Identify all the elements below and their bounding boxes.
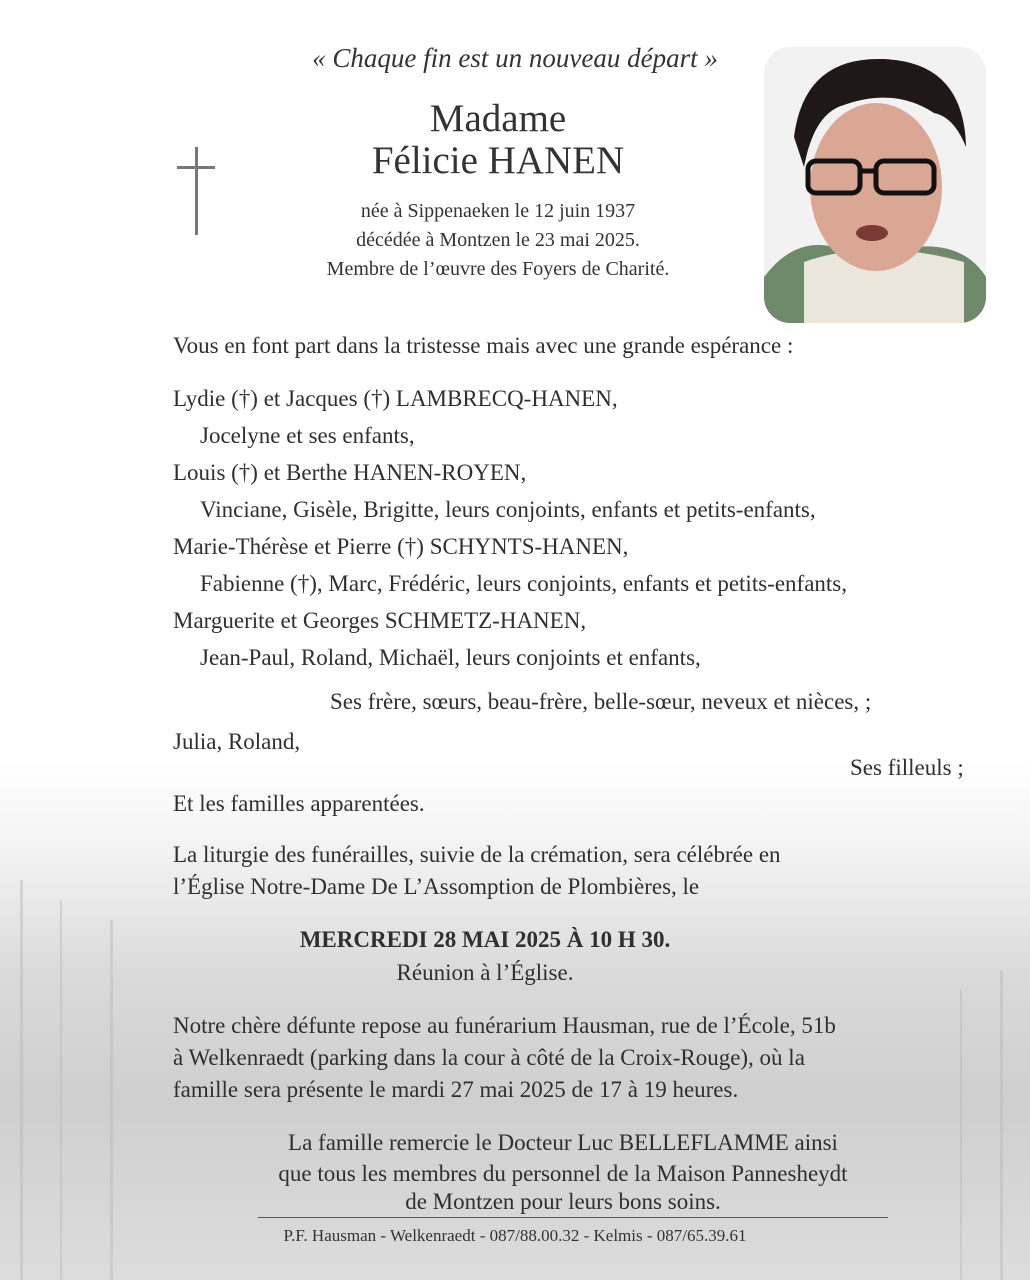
honorific: Madame [429,97,567,140]
family-line: Louis (†) et Berthe HANEN-ROYEN, [173,460,527,485]
meeting-line: Réunion à l’Église. [396,960,574,985]
birth-line: née à Sippenaeken le 12 juin 1937 [360,200,636,222]
visitation-line: à Welkenraedt (parking dans la cour à côté de la Croix-Rouge), où la [173,1045,805,1070]
quote: « Chaque fin est un nouveau départ » [312,43,718,73]
background-tree [60,900,62,1280]
thanks-line: de Montzen pour leurs bons soins. [405,1189,721,1214]
intro-line: Vous en font part dans la tristesse mais avec une grande espérance : [173,333,794,358]
death-line: décédée à Montzen le 23 mai 2025. [356,229,640,251]
godchildren-label: Ses filleuls ; [850,755,964,780]
membership-line: Membre de l’œuvre des Foyers de Charité. [326,258,670,280]
portrait-photo [764,47,986,323]
visitation-line: Notre chère défunte repose au funérarium Hausman, rue de l’École, 51b [173,1013,836,1038]
godchildren-names: Julia, Roland, [173,729,301,754]
thanks-line: La famille remercie le Docteur Luc BELLEFLAMME ainsi [288,1130,838,1155]
related-families: Et les familles apparentées. [173,791,425,816]
siblings-line: Ses frère, sœurs, beau-frère, belle-sœur, neveux et nièces, ; [330,689,872,714]
funeral-home-footer: P.F. Hausman - Welkenraedt - 087/88.00.32 - Kelmis - 087/65.39.61 [283,1226,747,1245]
deceased-name: Félicie HANEN [371,139,625,182]
family-line: Vinciane, Gisèle, Brigitte, leurs conjoints, enfants et petits-enfants, [200,497,816,522]
family-line: Fabienne (†), Marc, Frédéric, leurs conjoints, enfants et petits-enfants, [200,571,847,596]
family-line: Marguerite et Georges SCHMETZ-HANEN, [173,608,587,633]
funeral-line: La liturgie des funérailles, suivie de la crémation, sera célébrée en [173,842,781,867]
family-line: Marie-Thérèse et Pierre (†) SCHYNTS-HANEN, [173,534,629,559]
funeral-line: l’Église Notre-Dame De L’Assomption de Plombières, le [173,874,700,899]
family-line: Jean-Paul, Roland, Michaël, leurs conjoints et enfants, [200,645,701,670]
family-line: Lydie (†) et Jacques (†) LAMBRECQ-HANEN, [173,386,618,411]
visitation-line: famille sera présente le mardi 27 mai 2025 de 17 à 19 heures. [173,1077,739,1102]
footer-divider [258,1217,888,1218]
family-line: Jocelyne et ses enfants, [200,423,415,448]
thanks-line: que tous les membres du personnel de la Maison Pannesheydt [278,1161,848,1186]
funeral-date: MERCREDI 28 MAI 2025 À 10 H 30. [299,927,671,952]
